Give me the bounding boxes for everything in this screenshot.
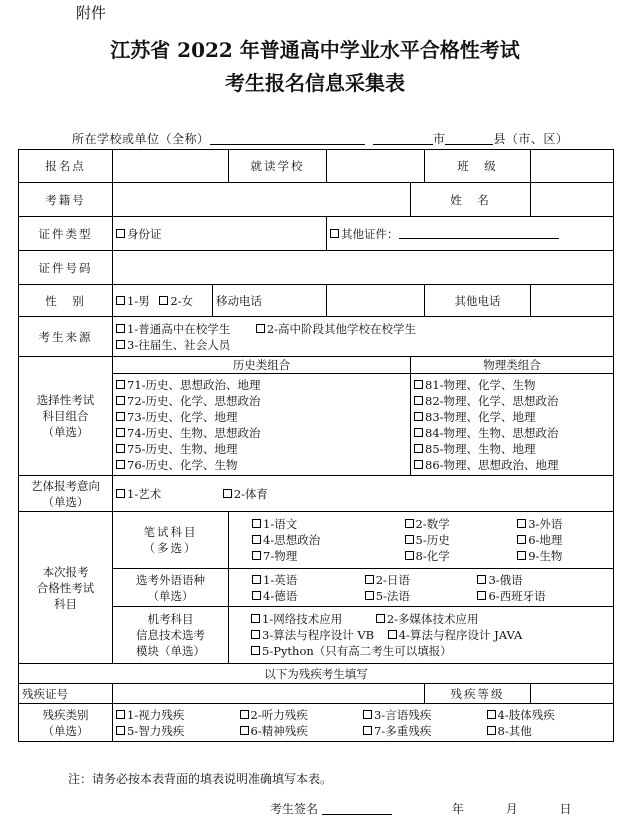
checkbox-icon [252, 519, 261, 528]
id-type-label: 证件类型 [19, 217, 113, 251]
form-note: 注：请务必按本表背面的填表说明准确填写本表。 [68, 772, 333, 786]
it-option-row [251, 611, 610, 627]
other-phone-field[interactable] [531, 285, 614, 317]
name-label: 姓 名 [411, 183, 531, 217]
school-attended-label: 就读学校 [229, 150, 327, 183]
checkbox-icon [256, 324, 265, 333]
checkbox-icon [223, 489, 232, 498]
checkbox-icon [159, 296, 168, 305]
disability-option[interactable]: 3-言语残疾 [363, 707, 487, 723]
it-option[interactable]: 5-Python（只有高二考生可以填报） [251, 643, 610, 659]
language-option[interactable]: 6-西班牙语 [457, 588, 610, 604]
language-option[interactable]: 1-英语 [232, 572, 345, 588]
gender-female-option[interactable]: 2-女 [159, 294, 193, 308]
row-registration-point [19, 150, 614, 183]
row-gender [19, 285, 614, 317]
disability-type-label: 残疾类别 （单选） [19, 704, 113, 742]
id-number-field[interactable] [113, 251, 614, 285]
row-disability-type [19, 704, 614, 742]
class-field[interactable] [531, 150, 614, 183]
checkbox-icon [487, 726, 496, 735]
checkbox-icon [251, 646, 260, 655]
history-option[interactable]: 73-历史、化学、地理 [116, 409, 407, 425]
written-option[interactable]: 5-历史 [385, 532, 498, 548]
school-attended-field[interactable] [327, 150, 425, 183]
row-exam-id [19, 183, 614, 217]
checkbox-icon [116, 296, 125, 305]
history-option[interactable]: 75-历史、生物、地理 [116, 441, 407, 457]
written-option[interactable]: 7-物理 [232, 548, 385, 564]
row-candidate-source [19, 317, 614, 357]
other-id-field[interactable] [399, 238, 559, 239]
checkbox-icon [388, 630, 397, 639]
id-number-label: 证件号码 [19, 251, 113, 285]
history-option[interactable]: 76-历史、化学、生物 [116, 457, 407, 473]
art-option[interactable]: 1-艺术 [116, 487, 161, 501]
row-written-subjects [19, 512, 614, 569]
checkbox-icon [116, 324, 125, 333]
exam-id-label: 考籍号 [19, 183, 113, 217]
row-disability-cert [19, 684, 614, 704]
row-id-type [19, 217, 614, 251]
checkbox-icon [116, 460, 125, 469]
it-option[interactable]: 3-算法与程序设计 VB [251, 628, 374, 642]
it-option[interactable]: 4-算法与程序设计 JAVA [388, 628, 523, 642]
language-option[interactable]: 4-德语 [232, 588, 345, 604]
disability-option[interactable]: 4-肢体残疾 [487, 707, 611, 723]
physics-option[interactable]: 85-物理、生物、地理 [414, 441, 610, 457]
year-label: 年 [451, 802, 464, 816]
disability-option[interactable]: 5-智力残疾 [116, 723, 240, 739]
exam-id-field[interactable] [113, 183, 411, 217]
id-type-other-option[interactable]: 其他证件： [327, 217, 614, 251]
disability-level-label: 残疾等级 [425, 684, 531, 704]
name-field[interactable] [531, 183, 614, 217]
month-label: 月 [505, 802, 518, 816]
it-option[interactable]: 2-多媒体技术应用 [376, 612, 479, 626]
it-module-label: 机考科目 信息技术选考 模块（单选） [113, 607, 229, 664]
checkbox-icon [517, 551, 526, 560]
checkbox-icon [116, 380, 125, 389]
school-name-field[interactable] [210, 131, 365, 145]
source-option-1[interactable]: 1-普通高中在校学生 [116, 322, 230, 336]
history-combo-header: 历史类组合 [113, 357, 411, 374]
pe-option[interactable]: 2-体育 [223, 487, 268, 501]
checkbox-icon [365, 575, 374, 584]
id-type-idcard-option[interactable]: 身份证 [113, 217, 327, 251]
language-options-grid [232, 572, 610, 604]
candidate-source-options [113, 317, 614, 357]
checkbox-icon [363, 726, 372, 735]
mobile-phone-label: 移动电话 [213, 285, 327, 317]
candidate-source-label: 考生来源 [19, 317, 113, 357]
source-option-2[interactable]: 2-高中阶段其他学校在校学生 [256, 322, 416, 336]
checkbox-icon [414, 444, 423, 453]
other-phone-label: 其他电话 [425, 285, 531, 317]
language-option[interactable]: 3-俄语 [457, 572, 610, 588]
physics-combo-header: 物理类组合 [411, 357, 614, 374]
checkbox-icon [251, 614, 260, 623]
written-option[interactable]: 4-思想政治 [232, 532, 385, 548]
disability-cert-field[interactable] [113, 684, 425, 704]
history-option[interactable]: 74-历史、生物、思想政治 [116, 425, 407, 441]
signature-field[interactable] [322, 802, 392, 815]
checkbox-icon [414, 380, 423, 389]
language-option[interactable]: 2-日语 [345, 572, 458, 588]
checkbox-icon [517, 535, 526, 544]
checkbox-icon [116, 229, 125, 238]
checkbox-icon [116, 428, 125, 437]
disability-option[interactable]: 6-精神残疾 [240, 723, 364, 739]
checkbox-icon [116, 396, 125, 405]
physics-option[interactable]: 82-物理、化学、思想政治 [414, 393, 610, 409]
disability-type-options [113, 704, 614, 742]
checkbox-icon [477, 591, 486, 600]
disability-cert-label: 残疾证号 [19, 684, 113, 704]
checkbox-icon [116, 726, 125, 735]
disability-option[interactable]: 2-听力残疾 [240, 707, 364, 723]
gender-options [113, 285, 213, 317]
city-label: 市 [432, 132, 446, 146]
checkbox-icon [414, 396, 423, 405]
history-combo-options [113, 374, 411, 476]
it-option-row [251, 627, 610, 643]
row-id-number [19, 251, 614, 285]
physics-option[interactable]: 83-物理、化学、地理 [414, 409, 610, 425]
registration-point-label: 报名点 [19, 150, 113, 183]
language-option[interactable]: 5-法语 [345, 588, 458, 604]
foreign-language-label: 选考外语语种 （单选） [113, 569, 229, 607]
disability-options-grid [116, 707, 610, 739]
checkbox-icon [365, 591, 374, 600]
signature-line [270, 800, 572, 817]
mobile-phone-field[interactable] [327, 285, 425, 317]
checkbox-icon [363, 710, 372, 719]
it-module-options [229, 607, 614, 664]
checkbox-icon [405, 551, 414, 560]
foreign-language-options [229, 569, 614, 607]
exam-subjects-label: 本次报考 合格性考试 科目 [19, 512, 113, 664]
written-option[interactable]: 3-外语 [497, 516, 610, 532]
checkbox-icon [405, 519, 414, 528]
written-option[interactable]: 8-化学 [385, 548, 498, 564]
checkbox-icon [487, 710, 496, 719]
written-subjects-options [229, 512, 614, 569]
source-option-3[interactable]: 3-往届生、社会人员 [116, 338, 230, 352]
checkbox-icon [251, 630, 260, 639]
checkbox-icon [517, 519, 526, 528]
class-label: 班 级 [425, 150, 531, 183]
checkbox-icon [252, 591, 261, 600]
checkbox-icon [240, 726, 249, 735]
disability-level-field[interactable] [531, 684, 614, 704]
written-options-grid [232, 516, 610, 564]
row-disabled-header [19, 664, 614, 684]
history-option[interactable]: 72-历史、化学、思想政治 [116, 393, 407, 409]
disabled-section-header: 以下为残疾考生填写 [19, 664, 614, 684]
checkbox-icon [116, 710, 125, 719]
disability-option[interactable]: 1-视力残疾 [116, 707, 240, 723]
gender-male-option[interactable]: 1-男 [116, 294, 150, 308]
written-option[interactable]: 1-语文 [232, 516, 385, 532]
checkbox-icon [252, 535, 261, 544]
disability-option[interactable]: 7-多重残疾 [363, 723, 487, 739]
written-option[interactable]: 9-生物 [497, 548, 610, 564]
disability-option[interactable]: 8-其他 [487, 723, 611, 739]
physics-combo-options [411, 374, 614, 476]
registration-point-field[interactable] [113, 150, 229, 183]
checkbox-icon [116, 340, 125, 349]
form-title-line2: 考生报名信息采集表 [225, 71, 405, 95]
elective-label: 选择性考试 科目组合 （单选） [19, 357, 113, 476]
art-intent-options [113, 476, 614, 512]
checkbox-icon [376, 614, 385, 623]
school-line [72, 130, 568, 147]
physics-option[interactable]: 81-物理、化学、生物 [414, 377, 610, 393]
checkbox-icon [414, 428, 423, 437]
checkbox-icon [116, 444, 125, 453]
registration-form-table [18, 149, 614, 742]
checkbox-icon [116, 412, 125, 421]
row-elective-header [19, 357, 614, 374]
form-title-line1: 江苏省 2022 年普通高中学业水平合格性考试 [110, 38, 520, 62]
checkbox-icon [252, 575, 261, 584]
physics-option[interactable]: 84-物理、生物、思想政治 [414, 425, 610, 441]
day-label: 日 [559, 802, 572, 816]
checkbox-icon [477, 575, 486, 584]
checkbox-icon [414, 412, 423, 421]
physics-option[interactable]: 86-物理、思想政治、地理 [414, 457, 610, 473]
gender-label: 性 别 [19, 285, 113, 317]
it-option[interactable]: 1-网络技术应用 [251, 612, 342, 626]
city-field[interactable] [373, 131, 433, 145]
signature-label: 考生签名 [270, 802, 319, 816]
county-field[interactable] [445, 131, 493, 145]
school-label: 所在学校或单位（全称） [72, 132, 210, 146]
history-option[interactable]: 71-历史、思想政治、地理 [116, 377, 407, 393]
attachment-label: 附件 [76, 4, 107, 22]
written-subjects-label: 笔试科目 （多选） [113, 512, 229, 569]
checkbox-icon [405, 535, 414, 544]
checkbox-icon [240, 710, 249, 719]
checkbox-icon [252, 551, 261, 560]
art-intent-label: 艺体报考意向 （单选） [19, 476, 113, 512]
written-option[interactable]: 6-地理 [497, 532, 610, 548]
written-option[interactable]: 2-数学 [385, 516, 498, 532]
checkbox-icon [330, 229, 339, 238]
county-label: 县（市、区） [493, 132, 569, 146]
checkbox-icon [116, 489, 125, 498]
row-art-intent [19, 476, 614, 512]
checkbox-icon [414, 460, 423, 469]
